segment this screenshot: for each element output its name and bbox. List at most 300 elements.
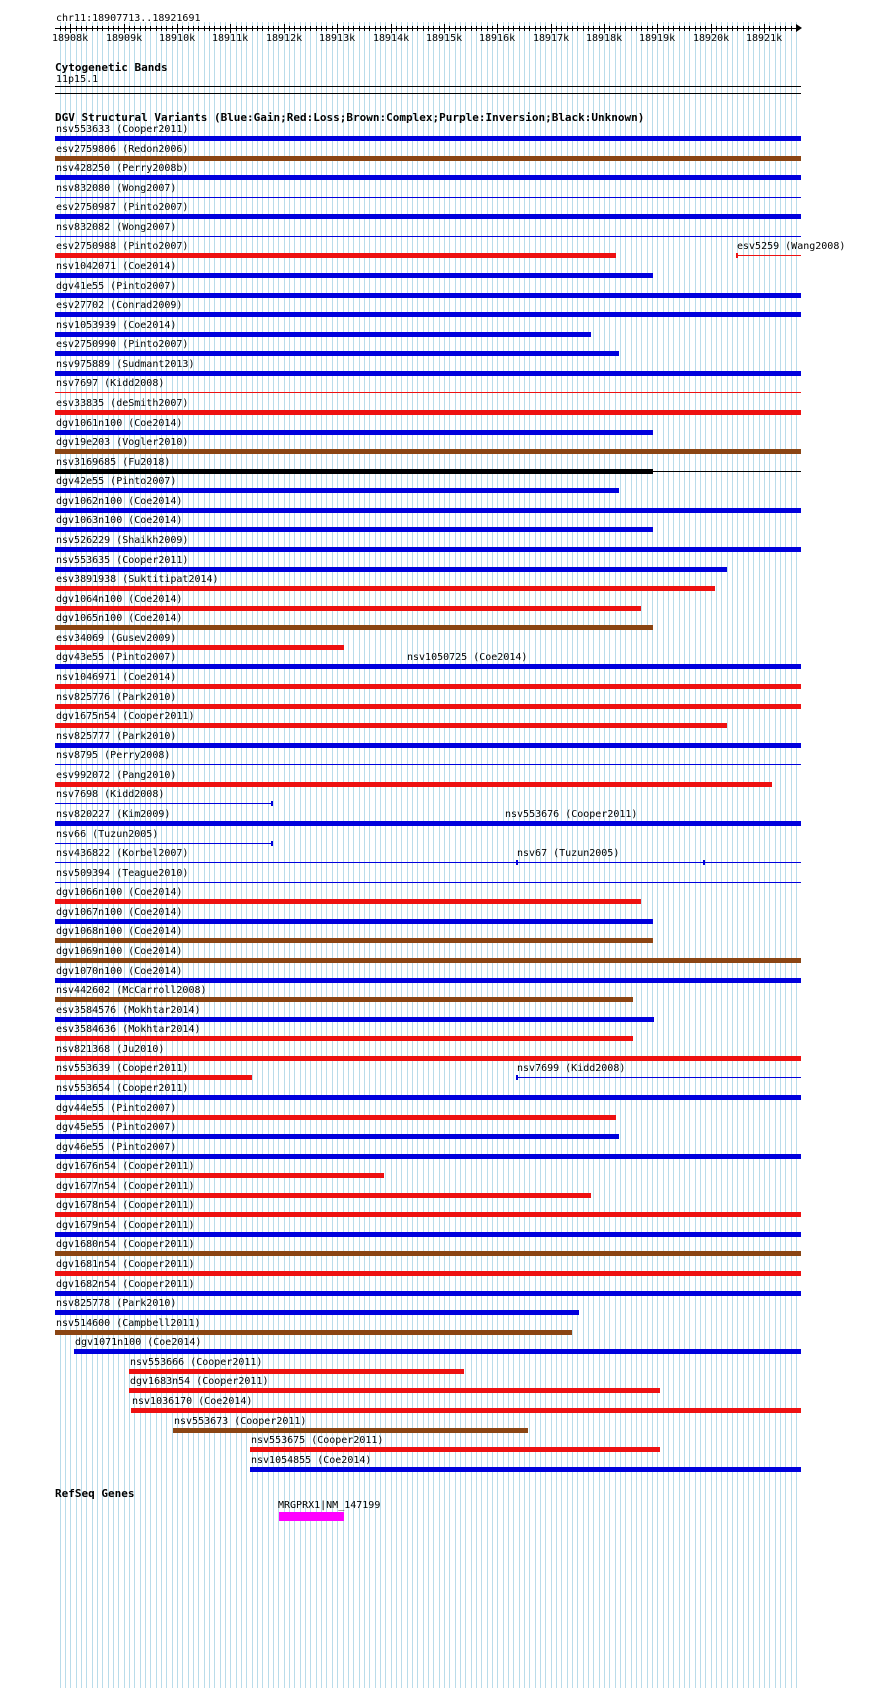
ruler-major-tick — [70, 24, 71, 33]
variant-label: dgv1066n100 (Coe2014) — [56, 887, 183, 898]
ruler-minor-tick — [428, 26, 429, 31]
ruler-major-tick — [764, 24, 765, 33]
variant-bar[interactable] — [55, 704, 801, 709]
variant-bar[interactable] — [55, 1251, 801, 1256]
ruler-minor-tick — [519, 26, 520, 31]
variant-bar[interactable] — [74, 1349, 801, 1354]
grid-line — [748, 22, 749, 1688]
ruler-major-tick — [391, 24, 392, 33]
variant-label: nsv514600 (Campbell2011) — [56, 1318, 201, 1329]
ruler-minor-tick — [60, 26, 61, 31]
variant-bar[interactable] — [55, 1036, 633, 1041]
ruler-minor-tick — [716, 26, 717, 31]
ruler-major-tick — [657, 24, 658, 33]
variant-label: nsv553666 (Cooper2011) — [130, 1357, 263, 1368]
ruler-minor-tick — [487, 26, 488, 31]
ruler-label: 18908k — [52, 33, 89, 44]
ruler-minor-tick — [172, 26, 173, 31]
variant-label: nsv7699 (Kidd2008) — [517, 1063, 626, 1074]
grid-line — [246, 22, 247, 1688]
ruler-minor-tick — [503, 26, 504, 31]
variant-label: nsv553673 (Cooper2011) — [174, 1416, 307, 1427]
ruler-minor-tick — [620, 26, 621, 31]
ruler-major-tick — [604, 24, 605, 33]
grid-line — [412, 22, 413, 1688]
variant-label: dgv1071n100 (Coe2014) — [75, 1337, 202, 1348]
variant-label: dgv1069n100 (Coe2014) — [56, 946, 183, 957]
ruler-minor-tick — [631, 26, 632, 31]
ruler-minor-tick — [198, 26, 199, 31]
variant-label: dgv1677n54 (Cooper2011) — [56, 1181, 195, 1192]
ruler-minor-tick — [700, 26, 701, 31]
variant-label: nsv436822 (Korbel2007) — [56, 848, 189, 859]
ruler-minor-tick — [321, 26, 322, 31]
ruler-minor-tick — [540, 26, 541, 31]
variant-label: esv2750990 (Pinto2007) — [56, 339, 189, 350]
ruler-major-tick — [177, 24, 178, 33]
grid-line — [700, 22, 701, 1688]
ruler-minor-tick — [214, 26, 215, 31]
ruler-major-tick — [497, 24, 498, 33]
ruler-minor-tick — [193, 26, 194, 31]
variant-label: dgv1065n100 (Coe2014) — [56, 613, 183, 624]
variant-label: dgv1683n54 (Cooper2011) — [130, 1376, 269, 1387]
variant-bar[interactable] — [55, 1056, 801, 1061]
ruler-minor-tick — [76, 26, 77, 31]
variant-bar[interactable] — [55, 236, 801, 237]
ruler-minor-tick — [310, 26, 311, 31]
ruler-minor-tick — [572, 26, 573, 31]
grid-line — [625, 22, 626, 1688]
grid-line — [647, 22, 648, 1688]
variant-bar[interactable] — [55, 743, 801, 748]
variant-end-tick — [271, 841, 273, 846]
variant-bar[interactable] — [55, 1330, 572, 1335]
variant-bar[interactable] — [55, 1212, 801, 1217]
ruler-minor-tick — [588, 26, 589, 31]
variant-label: esv33835 (deSmith2007) — [56, 398, 189, 409]
grid-line — [385, 22, 386, 1688]
variant-label: esv2750988 (Pinto2007) — [56, 241, 189, 252]
ruler-minor-tick — [455, 26, 456, 31]
variant-bar[interactable] — [55, 1017, 654, 1022]
ruler-label: 18909k — [106, 33, 143, 44]
variant-bar[interactable] — [250, 1467, 801, 1472]
ruler-minor-tick — [145, 26, 146, 31]
variant-label: dgv1070n100 (Coe2014) — [56, 966, 183, 977]
variant-bar[interactable] — [55, 882, 801, 883]
variant-bar[interactable] — [55, 351, 619, 356]
ruler-major-tick — [124, 24, 125, 33]
ruler-minor-tick — [561, 26, 562, 31]
ruler-minor-tick — [412, 26, 413, 31]
ruler-minor-tick — [684, 26, 685, 31]
variant-bar[interactable] — [55, 197, 801, 198]
variant-end-tick — [271, 801, 273, 806]
ruler-minor-tick — [679, 26, 680, 31]
grid-line — [230, 22, 231, 1688]
variant-bar[interactable] — [736, 255, 801, 256]
variant-label: dgv41e55 (Pinto2007) — [56, 281, 177, 292]
variant-bar[interactable] — [55, 1154, 801, 1159]
ruler-minor-tick — [492, 26, 493, 31]
variant-label: nsv553675 (Cooper2011) — [251, 1435, 384, 1446]
ruler-minor-tick — [257, 26, 258, 31]
ruler-minor-tick — [140, 26, 141, 31]
ruler-minor-tick — [343, 26, 344, 31]
ruler-minor-tick — [332, 26, 333, 31]
variant-label: esv3584576 (Mokhtar2014) — [56, 1005, 201, 1016]
ruler-minor-tick — [775, 26, 776, 31]
grid-line — [791, 22, 792, 1688]
ruler-minor-tick — [118, 26, 119, 31]
ruler-minor-tick — [529, 26, 530, 31]
grid-line — [769, 22, 770, 1688]
grid-line — [401, 22, 402, 1688]
ruler-minor-tick — [476, 26, 477, 31]
variant-bar[interactable] — [55, 764, 801, 765]
variant-bar[interactable] — [55, 978, 801, 983]
cytoband-track-title[interactable]: Cytogenetic Bands — [55, 61, 168, 74]
variant-bar[interactable] — [516, 1077, 801, 1078]
variant-bar[interactable] — [55, 547, 801, 552]
variant-label: dgv1064n100 (Coe2014) — [56, 594, 183, 605]
grid-line — [497, 22, 498, 1688]
variant-bar[interactable] — [250, 1447, 660, 1452]
grid-line — [487, 22, 488, 1688]
ruler-minor-tick — [369, 26, 370, 31]
grid-line — [716, 22, 717, 1688]
variant-bar[interactable] — [55, 567, 727, 572]
grid-line — [796, 22, 797, 1688]
variant-label: nsv428250 (Perry2008b) — [56, 163, 189, 174]
variant-label: esv2750987 (Pinto2007) — [56, 202, 189, 213]
grid-line — [417, 22, 418, 1688]
grid-line — [721, 22, 722, 1688]
gene-bar[interactable] — [279, 1512, 344, 1521]
grid-line — [503, 22, 504, 1688]
variant-label: nsv832080 (Wong2007) — [56, 183, 177, 194]
variant-label: nsv3169685 (Fu2018) — [56, 457, 171, 468]
grid-line — [455, 22, 456, 1688]
ruler-major-tick — [711, 24, 712, 33]
variant-bar[interactable] — [55, 175, 801, 180]
dgv-track-title[interactable]: DGV Structural Variants (Blue:Gain;Red:Loss;Brown:Complex;Purple:Inversion;Black:Unknown) — [55, 111, 645, 124]
variant-label: esv3891938 (Suktitipat2014) — [56, 574, 219, 585]
variant-bar[interactable] — [55, 645, 344, 650]
ruler-minor-tick — [326, 26, 327, 31]
ruler-minor-tick — [417, 26, 418, 31]
ruler-label: 18912k — [266, 33, 303, 44]
variant-bar[interactable] — [173, 1428, 528, 1433]
ruler-minor-tick — [278, 26, 279, 31]
variant-end-tick — [703, 860, 705, 865]
ruler-minor-tick — [102, 26, 103, 31]
ruler-minor-tick — [465, 26, 466, 31]
ruler-minor-tick — [732, 26, 733, 31]
ruler-label: 18917k — [533, 33, 570, 44]
grid-line — [444, 22, 445, 1688]
grid-line — [423, 22, 424, 1688]
variant-bar[interactable] — [55, 1193, 591, 1198]
variant-bar[interactable] — [55, 1173, 384, 1178]
variant-bar[interactable] — [55, 606, 641, 611]
grid-line — [689, 22, 690, 1688]
ruler-minor-tick — [721, 26, 722, 31]
variant-label: dgv46e55 (Pinto2007) — [56, 1142, 177, 1153]
variant-bar[interactable] — [55, 997, 633, 1002]
ruler-minor-tick — [796, 26, 797, 31]
ruler-minor-tick — [481, 26, 482, 31]
variant-bar[interactable] — [55, 803, 272, 804]
variant-bar[interactable] — [129, 1388, 660, 1393]
ruler-minor-tick — [166, 26, 167, 31]
variant-label: nsv526229 (Shaikh2009) — [56, 535, 189, 546]
ruler-minor-tick — [423, 26, 424, 31]
variant-bar[interactable] — [55, 782, 772, 787]
variant-bar[interactable] — [55, 253, 616, 258]
variant-label: dgv45e55 (Pinto2007) — [56, 1122, 177, 1133]
ruler-minor-tick — [359, 26, 360, 31]
variant-bar[interactable] — [55, 625, 653, 630]
ruler-minor-tick — [401, 26, 402, 31]
ruler-minor-tick — [156, 26, 157, 31]
grid-line — [780, 22, 781, 1688]
ruler-label: 18910k — [159, 33, 196, 44]
variant-end-tick — [736, 253, 738, 258]
ruler-minor-tick — [129, 26, 130, 31]
ruler-minor-tick — [695, 26, 696, 31]
ruler-minor-tick — [737, 26, 738, 31]
ruler-minor-tick — [647, 26, 648, 31]
variant-label: dgv1675n54 (Cooper2011) — [56, 711, 195, 722]
variant-bar[interactable] — [55, 488, 619, 493]
variant-bar[interactable] — [55, 449, 801, 454]
variant-label: nsv553639 (Cooper2011) — [56, 1063, 189, 1074]
variant-label: dgv1682n54 (Cooper2011) — [56, 1279, 195, 1290]
variant-label: nsv975889 (Sudmant2013) — [56, 359, 195, 370]
variant-bar[interactable] — [55, 410, 801, 415]
variant-bar[interactable] — [55, 156, 801, 161]
variant-bar[interactable] — [55, 862, 704, 863]
variant-label: nsv8795 (Perry2008) — [56, 750, 171, 761]
ruler-minor-tick — [748, 26, 749, 31]
grid-line — [775, 22, 776, 1688]
variant-label: esv27702 (Conrad2009) — [56, 300, 183, 311]
grid-line — [759, 22, 760, 1688]
ruler-minor-tick — [182, 26, 183, 31]
variant-label: nsv7697 (Kidd2008) — [56, 378, 165, 389]
ruler-minor-tick — [471, 26, 472, 31]
ruler-minor-tick — [220, 26, 221, 31]
variant-bar[interactable] — [131, 1408, 801, 1413]
variant-label: dgv1679n54 (Cooper2011) — [56, 1220, 195, 1231]
ruler-minor-tick — [268, 26, 269, 31]
variant-bar[interactable] — [55, 527, 653, 532]
variant-bar[interactable] — [55, 664, 801, 669]
ruler-minor-tick — [134, 26, 135, 31]
variant-bar[interactable] — [55, 332, 591, 337]
grid-line — [214, 22, 215, 1688]
ruler-major-tick — [337, 24, 338, 33]
variant-bar[interactable] — [55, 1115, 616, 1120]
ruler-minor-tick — [593, 26, 594, 31]
grid-line — [668, 22, 669, 1688]
variant-bar[interactable] — [55, 508, 801, 513]
ruler-minor-tick — [225, 26, 226, 31]
variant-label: esv992072 (Pang2010) — [56, 770, 177, 781]
ruler-minor-tick — [161, 26, 162, 31]
ruler-minor-tick — [556, 26, 557, 31]
variant-bar[interactable] — [55, 293, 801, 298]
variant-bar[interactable] — [55, 1291, 801, 1296]
grid-line — [236, 22, 237, 1688]
variant-bar[interactable] — [55, 136, 801, 141]
ruler-minor-tick — [785, 26, 786, 31]
variant-bar[interactable] — [55, 843, 272, 844]
ruler-minor-tick — [113, 26, 114, 31]
variant-bar[interactable] — [55, 273, 653, 278]
ruler-minor-tick — [188, 26, 189, 31]
ruler-major-tick — [551, 24, 552, 33]
ruler-minor-tick — [449, 26, 450, 31]
ruler-minor-tick — [743, 26, 744, 31]
variant-bar[interactable] — [129, 1369, 464, 1374]
grid-line — [508, 22, 509, 1688]
variant-end-tick — [516, 1075, 518, 1080]
variant-label: nsv553676 (Cooper2011) — [505, 809, 638, 820]
grid-line — [492, 22, 493, 1688]
variant-bar[interactable] — [55, 821, 801, 826]
variant-bar[interactable] — [55, 723, 727, 728]
ruler-minor-tick — [641, 26, 642, 31]
variant-bar[interactable] — [55, 958, 801, 963]
variant-bar[interactable] — [55, 214, 801, 219]
variant-bar[interactable] — [55, 899, 641, 904]
ruler-minor-tick — [652, 26, 653, 31]
grid-line — [449, 22, 450, 1688]
ruler-label: 18920k — [693, 33, 730, 44]
variant-bar[interactable] — [55, 1271, 801, 1276]
grid-line — [705, 22, 706, 1688]
ruler-minor-tick — [636, 26, 637, 31]
ruler-minor-tick — [353, 26, 354, 31]
grid-line — [209, 22, 210, 1688]
ruler-minor-tick — [86, 26, 87, 31]
variant-label: nsv1036170 (Coe2014) — [132, 1396, 253, 1407]
variant-bar[interactable] — [55, 684, 801, 689]
variant-bar[interactable] — [55, 586, 715, 591]
variant-bar[interactable] — [55, 1095, 801, 1100]
variant-bar[interactable] — [55, 1232, 801, 1237]
ruler-minor-tick — [508, 26, 509, 31]
grid-line — [657, 22, 658, 1688]
grid-line — [193, 22, 194, 1688]
variant-bar[interactable] — [55, 938, 653, 943]
variant-bar[interactable] — [55, 1075, 252, 1080]
variant-bar[interactable] — [55, 430, 653, 435]
grid-line — [785, 22, 786, 1688]
variant-bar[interactable] — [55, 371, 801, 376]
grid-line — [460, 22, 461, 1688]
refseq-track-title[interactable]: RefSeq Genes — [55, 1487, 135, 1500]
variant-label: dgv1062n100 (Coe2014) — [56, 496, 183, 507]
ruler-minor-tick — [668, 26, 669, 31]
ruler-minor-tick — [262, 26, 263, 31]
grid-line — [663, 22, 664, 1688]
ruler-minor-tick — [705, 26, 706, 31]
grid-line — [220, 22, 221, 1688]
ruler-label: 18916k — [479, 33, 516, 44]
ruler-minor-tick — [769, 26, 770, 31]
variant-label: nsv442602 (McCarroll2008) — [56, 985, 207, 996]
grid-line — [673, 22, 674, 1688]
grid-line — [471, 22, 472, 1688]
variant-extension — [653, 471, 801, 472]
variant-bar[interactable] — [55, 1134, 619, 1139]
variant-label: esv2759806 (Redon2006) — [56, 144, 189, 155]
variant-label: nsv825776 (Park2010) — [56, 692, 177, 703]
grid-line — [631, 22, 632, 1688]
variant-label: esv34069 (Gusev2009) — [56, 633, 177, 644]
grid-line — [695, 22, 696, 1688]
ruler-minor-tick — [524, 26, 525, 31]
variant-bar[interactable] — [55, 392, 801, 393]
variant-label: nsv825777 (Park2010) — [56, 731, 177, 742]
variant-label: nsv67 (Tuzun2005) — [517, 848, 620, 859]
variant-bar[interactable] — [55, 919, 653, 924]
ruler-minor-tick — [241, 26, 242, 31]
variant-label: dgv43e55 (Pinto2007) — [56, 652, 177, 663]
grid-line — [620, 22, 621, 1688]
ruler-minor-tick — [305, 26, 306, 31]
grid-line — [428, 22, 429, 1688]
grid-line — [636, 22, 637, 1688]
grid-line — [711, 22, 712, 1688]
variant-label: nsv821368 (Ju2010) — [56, 1044, 165, 1055]
ruler-minor-tick — [460, 26, 461, 31]
ruler-label: 18919k — [639, 33, 676, 44]
ruler-minor-tick — [583, 26, 584, 31]
ruler-minor-tick — [753, 26, 754, 31]
ruler-minor-tick — [150, 26, 151, 31]
ruler-major-tick — [444, 24, 445, 33]
grid-line — [204, 22, 205, 1688]
grid-line — [241, 22, 242, 1688]
ruler-minor-tick — [615, 26, 616, 31]
grid-line — [433, 22, 434, 1688]
ruler-label: 18914k — [373, 33, 410, 44]
ruler-minor-tick — [577, 26, 578, 31]
variant-bar[interactable] — [55, 1310, 579, 1315]
grid-line — [732, 22, 733, 1688]
cytoband-divider — [55, 86, 801, 87]
variant-label: esv5259 (Wang2008) — [737, 241, 846, 252]
variant-bar[interactable] — [55, 312, 801, 317]
variant-label: nsv509394 (Teague2010) — [56, 868, 189, 879]
ruler-minor-tick — [439, 26, 440, 31]
grid-line — [513, 22, 514, 1688]
grid-line — [225, 22, 226, 1688]
grid-line — [743, 22, 744, 1688]
variant-bar[interactable] — [55, 469, 653, 474]
grid-line — [753, 22, 754, 1688]
ruler-minor-tick — [609, 26, 610, 31]
ruler-minor-tick — [364, 26, 365, 31]
variant-label: dgv19e203 (Vogler2010) — [56, 437, 189, 448]
variant-label: nsv553654 (Cooper2011) — [56, 1083, 189, 1094]
ruler-major-tick — [284, 24, 285, 33]
